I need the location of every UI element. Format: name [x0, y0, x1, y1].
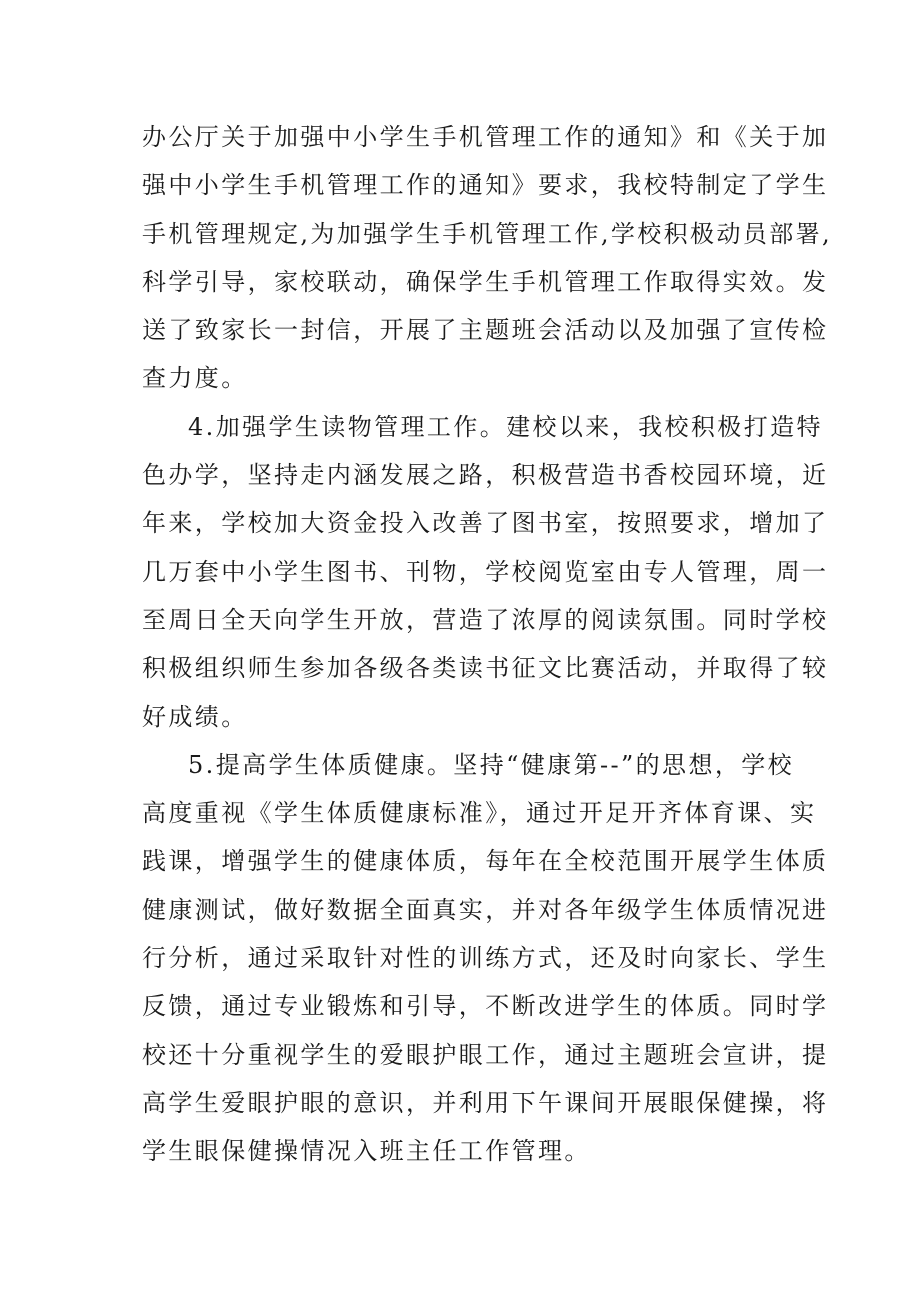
- paragraph-reading-management: [142, 403, 829, 741]
- text-line: 几万套中小学生图书、刊物，学校阅览室由专人管理，周一: [142, 557, 829, 586]
- text-line: 好成绩。: [142, 702, 248, 731]
- text-line: 高度重视《学生体质健康标准》，通过开足开齐体育课、实: [142, 799, 817, 828]
- text-line: 色办学，坚持走内涵发展之路，积极营造书香校园环境，近: [142, 461, 829, 490]
- document-body: [142, 113, 833, 1176]
- text-line: 4.加强学生读物管理工作。建校以来，我校积极打造特: [188, 412, 823, 441]
- text-line: 校还十分重视学生的爱眼护眼工作，通过主题班会宣讲，提: [142, 1040, 829, 1069]
- paragraph-phone-management: [142, 113, 833, 403]
- text-line: 至周日全天向学生开放，营造了浓厚的阅读氛围。同时学校: [142, 605, 829, 634]
- text-line: 送了致家长一封信，开展了主题班会活动以及加强了宣传检: [142, 316, 829, 345]
- text-line: 5.提高学生体质健康。坚持“健康第--”的思想，学校: [188, 750, 795, 779]
- text-line: 手机管理规定,为加强学生手机管理工作,学校积极动员部署,: [142, 219, 833, 248]
- paragraph-physical-health: [142, 741, 829, 1176]
- text-line: 反馈，通过专业锻炼和引导，不断改进学生的体质。同时学: [142, 992, 829, 1021]
- text-line: 办公厅关于加强中小学生手机管理工作的通知》和《关于加: [142, 123, 829, 151]
- text-line: 践课，增强学生的健康体质，每年在全校范围开展学生体质: [142, 847, 829, 876]
- text-line: 科学引导，家校联动，确保学生手机管理工作取得实效。发: [142, 267, 829, 296]
- text-line: 积极组织师生参加各级各类读书征文比赛活动，并取得了较: [142, 654, 829, 683]
- text-line: 健康测试，做好数据全面真实，并对各年级学生体质情况进: [142, 895, 829, 924]
- text-line: 强中小学生手机管理工作的通知》要求，我校特制定了学生: [142, 171, 829, 200]
- text-line: 学生眼保健操情况入班主任工作管理。: [142, 1137, 591, 1166]
- text-line: 高学生爱眼护眼的意识，并利用下午课间开展眼保健操，将: [142, 1088, 829, 1117]
- text-line: 查力度。: [142, 364, 248, 393]
- text-line: 年来，学校加大资金投入改善了图书室，按照要求，增加了: [142, 509, 829, 538]
- text-line: 行分析，通过采取针对性的训练方式，还及时向家长、学生: [142, 944, 829, 973]
